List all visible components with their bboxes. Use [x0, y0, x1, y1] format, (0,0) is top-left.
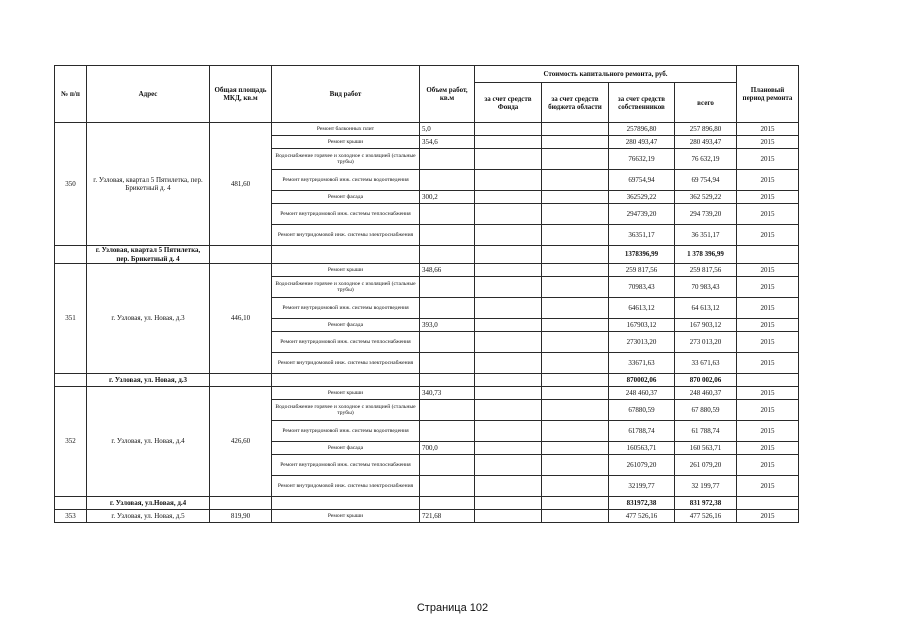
- row-cost-total: 248 460,37: [675, 387, 737, 400]
- row-cost-owners: 167903,12: [609, 319, 675, 332]
- subtotal-row: [55, 374, 799, 387]
- row-volume: [420, 400, 475, 421]
- row-address: г. Узловая, квартал 5 Пятилетка, пер. Брикетный д. 4: [87, 123, 210, 246]
- row-cost-fund: [475, 421, 542, 442]
- row-work-type: Ремонт балконных плит: [272, 123, 420, 136]
- row-work-type: Ремонт крыши: [272, 136, 420, 149]
- row-volume: 340,73: [420, 387, 475, 400]
- subtotal-cost-region: [542, 497, 609, 510]
- row-cost-region: [542, 421, 609, 442]
- row-cost-owners: 257896,80: [609, 123, 675, 136]
- row-volume: [420, 476, 475, 497]
- row-address: г. Узловая, ул. Новая, д.4: [87, 387, 210, 497]
- row-cost-fund: [475, 400, 542, 421]
- row-cost-total: 259 817,56: [675, 264, 737, 277]
- row-cost-region: [542, 455, 609, 476]
- row-volume: [420, 421, 475, 442]
- table-row: [55, 264, 799, 277]
- table-body: [55, 123, 799, 523]
- row-cost-total: 273 013,20: [675, 332, 737, 353]
- row-address: г. Узловая, ул. Новая, д.5: [87, 510, 210, 523]
- subtotal-label: г. Узловая, ул.Новая, д.4: [87, 497, 210, 510]
- row-cost-owners: 259 817,56: [609, 264, 675, 277]
- subtotal-volume: [420, 497, 475, 510]
- row-cost-total: 160 563,71: [675, 442, 737, 455]
- row-cost-region: [542, 387, 609, 400]
- subtotal-row: [55, 497, 799, 510]
- header-volume: Объем работ, кв.м: [420, 66, 475, 123]
- row-volume: [420, 149, 475, 170]
- row-period: 2015: [737, 136, 799, 149]
- row-work-type: Водоснабжение горячее и холодное с изоляцией (стальные трубы): [272, 277, 420, 298]
- subtotal-volume: [420, 374, 475, 387]
- row-cost-total: 261 079,20: [675, 455, 737, 476]
- row-cost-region: [542, 225, 609, 246]
- row-cost-region: [542, 277, 609, 298]
- row-cost-owners: 477 526,16: [609, 510, 675, 523]
- row-cost-fund: [475, 510, 542, 523]
- row-area: 481,60: [210, 123, 272, 246]
- header-cost-region: за счет средств бюджета области: [542, 83, 609, 123]
- subtotal-row: [55, 246, 799, 264]
- row-volume: 348,66: [420, 264, 475, 277]
- row-cost-total: 33 671,63: [675, 353, 737, 374]
- row-cost-total: 70 983,43: [675, 277, 737, 298]
- row-work-type: Ремонт крыши: [272, 264, 420, 277]
- row-period: 2015: [737, 225, 799, 246]
- row-area: 446,10: [210, 264, 272, 374]
- row-cost-owners: 294739,20: [609, 204, 675, 225]
- row-cost-owners: 76632,19: [609, 149, 675, 170]
- row-period: 2015: [737, 319, 799, 332]
- subtotal-label: г. Узловая, квартал 5 Пятилетка, пер. Брикетный д. 4: [87, 246, 210, 264]
- row-cost-fund: [475, 277, 542, 298]
- row-cost-total: 69 754,94: [675, 170, 737, 191]
- row-cost-region: [542, 400, 609, 421]
- row-num: 352: [55, 387, 87, 497]
- row-cost-fund: [475, 136, 542, 149]
- row-period: 2015: [737, 298, 799, 319]
- subtotal-volume: [420, 246, 475, 264]
- subtotal-cost-owners: 831972,38: [609, 497, 675, 510]
- subtotal-work-type: [272, 246, 420, 264]
- row-cost-region: [542, 149, 609, 170]
- row-cost-fund: [475, 264, 542, 277]
- subtotal-area: [210, 497, 272, 510]
- row-period: 2015: [737, 277, 799, 298]
- row-work-type: Ремонт внутридомовой инж. системы теплоснабжения: [272, 332, 420, 353]
- page-number: Страница 102: [416, 602, 489, 614]
- row-cost-owners: 61788,74: [609, 421, 675, 442]
- row-cost-owners: 273013,20: [609, 332, 675, 353]
- row-cost-fund: [475, 455, 542, 476]
- row-cost-fund: [475, 332, 542, 353]
- subtotal-work-type: [272, 374, 420, 387]
- row-period: 2015: [737, 510, 799, 523]
- row-cost-owners: 362529,22: [609, 191, 675, 204]
- row-cost-region: [542, 510, 609, 523]
- row-period: 2015: [737, 353, 799, 374]
- row-period: 2015: [737, 455, 799, 476]
- row-work-type: Ремонт внутридомовой инж. системы водоотведения: [272, 421, 420, 442]
- row-volume: 721,68: [420, 510, 475, 523]
- row-period: 2015: [737, 400, 799, 421]
- row-cost-region: [542, 264, 609, 277]
- row-cost-total: 280 493,47: [675, 136, 737, 149]
- row-period: 2015: [737, 332, 799, 353]
- row-volume: [420, 170, 475, 191]
- row-cost-region: [542, 442, 609, 455]
- row-cost-fund: [475, 387, 542, 400]
- row-work-type: Ремонт внутридомовой инж. системы водоотведения: [272, 170, 420, 191]
- subtotal-area: [210, 246, 272, 264]
- row-cost-region: [542, 353, 609, 374]
- table-header: [55, 66, 799, 123]
- subtotal-cost-owners: 870002,06: [609, 374, 675, 387]
- row-cost-fund: [475, 204, 542, 225]
- row-cost-owners: 70983,43: [609, 277, 675, 298]
- subtotal-cost-region: [542, 374, 609, 387]
- header-area: Общая площадь МКД, кв.м: [210, 66, 272, 123]
- subtotal-area: [210, 374, 272, 387]
- row-volume: [420, 353, 475, 374]
- subtotal-num: [55, 374, 87, 387]
- row-volume: 300,2: [420, 191, 475, 204]
- row-cost-owners: 36351,17: [609, 225, 675, 246]
- row-cost-owners: 33671,63: [609, 353, 675, 374]
- row-cost-owners: 248 460,37: [609, 387, 675, 400]
- row-cost-region: [542, 136, 609, 149]
- header-cost-total: всего: [675, 83, 737, 123]
- subtotal-cost-total: 1 378 396,99: [675, 246, 737, 264]
- row-cost-region: [542, 476, 609, 497]
- row-period: 2015: [737, 170, 799, 191]
- capital-repair-table: [54, 65, 799, 523]
- row-cost-region: [542, 298, 609, 319]
- row-work-type: Водоснабжение горячее и холодное с изоляцией (стальные трубы): [272, 400, 420, 421]
- row-period: 2015: [737, 476, 799, 497]
- row-cost-fund: [475, 476, 542, 497]
- row-area: 819,90: [210, 510, 272, 523]
- row-volume: [420, 204, 475, 225]
- row-cost-region: [542, 170, 609, 191]
- row-cost-total: 477 526,16: [675, 510, 737, 523]
- row-volume: [420, 455, 475, 476]
- subtotal-cost-total: 831 972,38: [675, 497, 737, 510]
- row-num: 351: [55, 264, 87, 374]
- subtotal-cost-region: [542, 246, 609, 264]
- row-cost-total: 294 739,20: [675, 204, 737, 225]
- row-period: 2015: [737, 149, 799, 170]
- row-cost-fund: [475, 170, 542, 191]
- subtotal-period: [737, 246, 799, 264]
- row-work-type: Ремонт фасада: [272, 319, 420, 332]
- row-cost-region: [542, 319, 609, 332]
- subtotal-period: [737, 497, 799, 510]
- row-period: 2015: [737, 264, 799, 277]
- row-cost-owners: 69754,94: [609, 170, 675, 191]
- row-work-type: Ремонт внутридомовой инж. системы теплоснабжения: [272, 204, 420, 225]
- row-volume: 354,6: [420, 136, 475, 149]
- table-row: [55, 387, 799, 400]
- row-cost-region: [542, 123, 609, 136]
- row-work-type: Ремонт крыши: [272, 510, 420, 523]
- subtotal-cost-fund: [475, 246, 542, 264]
- row-period: 2015: [737, 442, 799, 455]
- row-work-type: Ремонт внутридомовой инж. системы водоотведения: [272, 298, 420, 319]
- row-period: 2015: [737, 421, 799, 442]
- row-cost-total: 64 613,12: [675, 298, 737, 319]
- row-cost-owners: 32199,77: [609, 476, 675, 497]
- subtotal-label: г. Узловая, ул. Новая, д.3: [87, 374, 210, 387]
- row-volume: 393,0: [420, 319, 475, 332]
- row-cost-fund: [475, 191, 542, 204]
- subtotal-work-type: [272, 497, 420, 510]
- row-volume: [420, 332, 475, 353]
- row-volume: [420, 298, 475, 319]
- row-address: г. Узловая, ул. Новая, д.3: [87, 264, 210, 374]
- table-row: [55, 510, 799, 523]
- row-cost-owners: 280 493,47: [609, 136, 675, 149]
- row-cost-fund: [475, 149, 542, 170]
- row-period: 2015: [737, 387, 799, 400]
- row-cost-fund: [475, 225, 542, 246]
- row-cost-region: [542, 191, 609, 204]
- row-cost-fund: [475, 319, 542, 332]
- header-period: Плановый период ремонта: [737, 66, 799, 123]
- row-volume: 5,0: [420, 123, 475, 136]
- row-work-type: Ремонт крыши: [272, 387, 420, 400]
- row-cost-total: 362 529,22: [675, 191, 737, 204]
- header-cost-fund: за счет средств Фонда: [475, 83, 542, 123]
- row-cost-total: 32 199,77: [675, 476, 737, 497]
- row-cost-total: 36 351,17: [675, 225, 737, 246]
- subtotal-period: [737, 374, 799, 387]
- row-cost-owners: 160563,71: [609, 442, 675, 455]
- row-work-type: Ремонт внутридомовой инж. системы электроснабжения: [272, 353, 420, 374]
- row-volume: [420, 277, 475, 298]
- header-work-type: Вид работ: [272, 66, 420, 123]
- row-cost-fund: [475, 298, 542, 319]
- row-volume: 700,0: [420, 442, 475, 455]
- row-cost-total: 67 880,59: [675, 400, 737, 421]
- table-row: [55, 123, 799, 136]
- row-cost-total: 61 788,74: [675, 421, 737, 442]
- subtotal-cost-fund: [475, 374, 542, 387]
- row-area: 426,60: [210, 387, 272, 497]
- row-cost-fund: [475, 353, 542, 374]
- row-work-type: Водоснабжение горячее и холодное с изоляцией (стальные трубы): [272, 149, 420, 170]
- row-cost-fund: [475, 442, 542, 455]
- subtotal-cost-owners: 1378396,99: [609, 246, 675, 264]
- row-period: 2015: [737, 123, 799, 136]
- row-cost-owners: 64613,12: [609, 298, 675, 319]
- row-volume: [420, 225, 475, 246]
- row-cost-total: 167 903,12: [675, 319, 737, 332]
- header-cost-group: Стоимость капитального ремонта, руб.: [475, 66, 737, 83]
- row-cost-owners: 261079,20: [609, 455, 675, 476]
- subtotal-num: [55, 497, 87, 510]
- row-work-type: Ремонт внутридомовой инж. системы электроснабжения: [272, 225, 420, 246]
- subtotal-cost-total: 870 002,06: [675, 374, 737, 387]
- row-period: 2015: [737, 204, 799, 225]
- row-num: 350: [55, 123, 87, 246]
- row-cost-owners: 67880,59: [609, 400, 675, 421]
- header-num: № п/п: [55, 66, 87, 123]
- row-cost-fund: [475, 123, 542, 136]
- row-period: 2015: [737, 191, 799, 204]
- row-num: 353: [55, 510, 87, 523]
- row-cost-total: 257 896,80: [675, 123, 737, 136]
- header-address: Адрес: [87, 66, 210, 123]
- header-cost-owners: за счет средств собственников: [609, 83, 675, 123]
- row-work-type: Ремонт внутридомовой инж. системы теплоснабжения: [272, 455, 420, 476]
- row-cost-region: [542, 332, 609, 353]
- row-work-type: Ремонт фасада: [272, 191, 420, 204]
- row-work-type: Ремонт внутридомовой инж. системы электроснабжения: [272, 476, 420, 497]
- subtotal-num: [55, 246, 87, 264]
- row-cost-total: 76 632,19: [675, 149, 737, 170]
- row-cost-region: [542, 204, 609, 225]
- subtotal-cost-fund: [475, 497, 542, 510]
- row-work-type: Ремонт фасада: [272, 442, 420, 455]
